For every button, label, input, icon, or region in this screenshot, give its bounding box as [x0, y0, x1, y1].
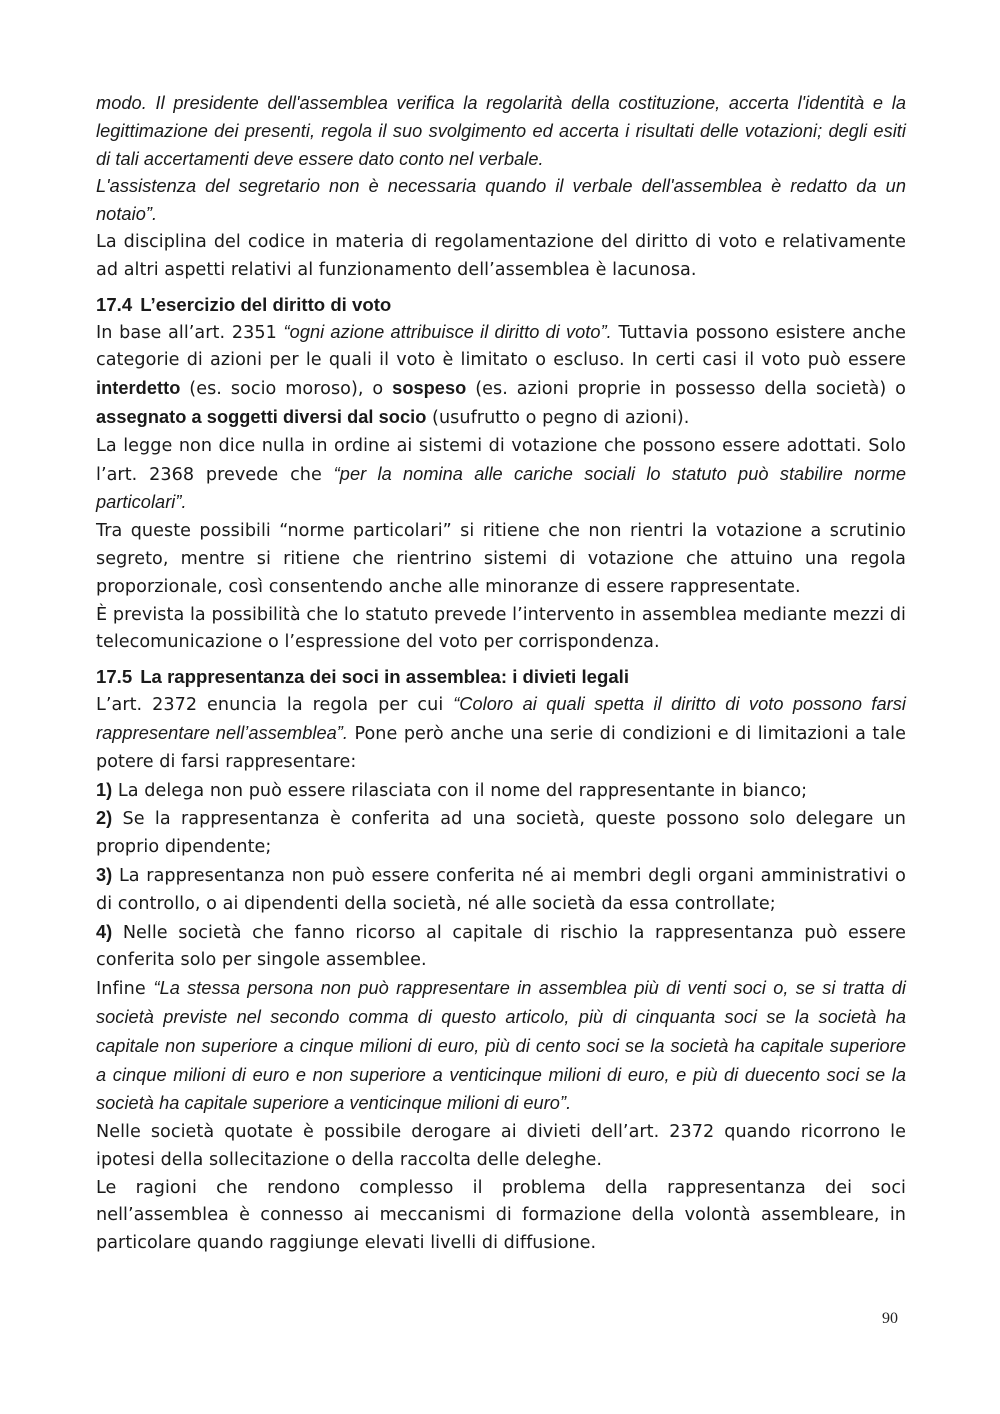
- list-item-text: La delega non può essere rilasciata con il nome del rappresentante in bianco;: [112, 780, 808, 801]
- text-span: (es. azioni proprie in possesso della società) o: [466, 379, 906, 400]
- text-span: Pone però anche una serie di condizioni e di limitazioni a tale potere di farsi rappresentare:: [96, 723, 906, 772]
- list-item-text: Nelle società che fanno ricorso al capitale di rischio la rappresentanza può essere conferita solo per singole assemblee.: [96, 922, 906, 971]
- section-heading-17-4: [96, 291, 906, 319]
- paragraph-segretario: [96, 173, 906, 229]
- page-content: [96, 90, 906, 1258]
- paragraph-telecomunicazione: [96, 602, 906, 658]
- text-span: Nelle società quotate è possibile derogare ai divieti dell’art. 2372 quando ricorrono le ipotesi della sollecitazione o della raccolta delle deleghe.: [96, 1122, 906, 1170]
- text-span: (es. socio moroso), o: [180, 379, 393, 400]
- text-span: modo. Il presidente dell'assemblea verifica la regolarità della costituzione, accerta l'identità e la legittimazione dei presenti, regola il suo svolgimento ed accerta i risultati delle votazioni; degli esiti di tali accertamenti deve essere dato conto nel verbale.: [96, 93, 906, 169]
- list-item-text: Se la rappresentanza è conferita ad una società, queste possono solo delegare un proprio dipendente;: [96, 809, 906, 858]
- paragraph-diritto-voto: [96, 319, 906, 433]
- text-span: Tuttavia possono esistere anche categorie di azioni per le quali il voto è limitato o escluso. In certi casi il voto può essere: [96, 322, 906, 371]
- list-item-text: La rappresentanza non può essere conferita né ai membri degli organi amministrativi o di controllo, o ai dipendenti della società, né alle società da essa controllate;: [96, 865, 906, 914]
- section-number: 17.4: [96, 293, 133, 315]
- text-span: Infine: [96, 979, 154, 1000]
- paragraph-art-2372: [96, 691, 906, 776]
- bold-term: interdetto: [96, 378, 181, 399]
- bold-term: sospeso: [392, 378, 467, 399]
- paragraph-stessa-persona: [96, 975, 906, 1119]
- section-heading-17-5: [96, 663, 906, 691]
- paragraph-norme-particolari: [96, 518, 906, 601]
- list-item: [96, 777, 906, 806]
- list-item-number: 1): [96, 779, 113, 800]
- text-span: L'assistenza del segretario non è necessaria quando il verbale dell'assemblea è redatto da un notaio”.: [96, 176, 906, 225]
- quote-span: “La stessa persona non può rappresentare in assemblea più di venti soci o, se si tratta di società previste nel secondo comma di questo articolo, più di cinquanta soci se la società ha capitale non superiore a cinque milioni di euro, più di cento soci se la società ha capitale superiore a cinque milioni di euro e non superiore a venticinque milioni di euro, e più di duecento soci se la società ha capitale superiore a venticinque milioni di euro”.: [96, 978, 906, 1114]
- page-number: 90: [882, 1310, 898, 1327]
- quote-span: “per la nomina alle cariche sociali lo statuto può stabilire norme particolari”.: [96, 463, 906, 513]
- list-item: [96, 805, 906, 862]
- paragraph-sistemi-votazione: [96, 433, 906, 518]
- text-span: È prevista la possibilità che lo statuto prevede l’intervento in assemblea mediante mezzi di telecomunicazione o l’espressione del voto per corrispondenza.: [96, 604, 906, 653]
- text-span: In base all’art. 2351: [96, 322, 284, 343]
- text-span: La legge non dice nulla in ordine ai sistemi di votazione che possono essere adottati. Solo l’art. 2368 prevede che: [96, 435, 906, 485]
- paragraph-societa-quotate: [96, 1119, 906, 1175]
- text-span: L’art. 2372 enuncia la regola per cui: [96, 695, 454, 716]
- text-span: Le ragioni che rendono complesso il problema della rappresentanza dei soci nell’assemblea è connesso ai meccanismi di formazione della volontà assembleare, in particolare quando raggiunge elevati livelli di diffusione.: [96, 1177, 906, 1254]
- section-title: L’esercizio del diritto di voto: [140, 293, 392, 315]
- section-title: La rappresentanza dei soci in assemblea: i divieti legali: [140, 666, 629, 688]
- text-span: Tra queste possibili “norme particolari” si ritiene che non rientri la votazione a scrutinio segreto, mentre si ritiene che rientrino sistemi di votazione che attuino una regola proporzionale, così consentendo anche alle minoranze di essere rappresentate.: [96, 521, 906, 597]
- quote-span: “Coloro ai quali spetta il diritto di voto possono farsi rappresentare nell’assemblea”.: [96, 694, 906, 743]
- section-number: 17.5: [96, 666, 133, 688]
- list-item: [96, 862, 906, 919]
- list-item-number: 2): [96, 808, 113, 829]
- paragraph-ragioni: [96, 1175, 906, 1258]
- list-item: [96, 919, 906, 976]
- text-span: La disciplina del codice in materia di regolamentazione del diritto di voto e relativamente ad altri aspetti relativi al funzionamento dell’assemblea è lacunosa.: [96, 231, 906, 280]
- paragraph-disciplina: [96, 229, 906, 285]
- list-item-number: 4): [96, 921, 113, 942]
- list-item-number: 3): [96, 864, 113, 885]
- quote-span: “ogni azione attribuisce il diritto di voto”.: [283, 321, 612, 342]
- paragraph-presidente: [96, 90, 906, 173]
- text-span: (usufrutto o pegno di azioni).: [426, 407, 690, 428]
- bold-term: assegnato a soggetti diversi dal socio: [96, 406, 427, 427]
